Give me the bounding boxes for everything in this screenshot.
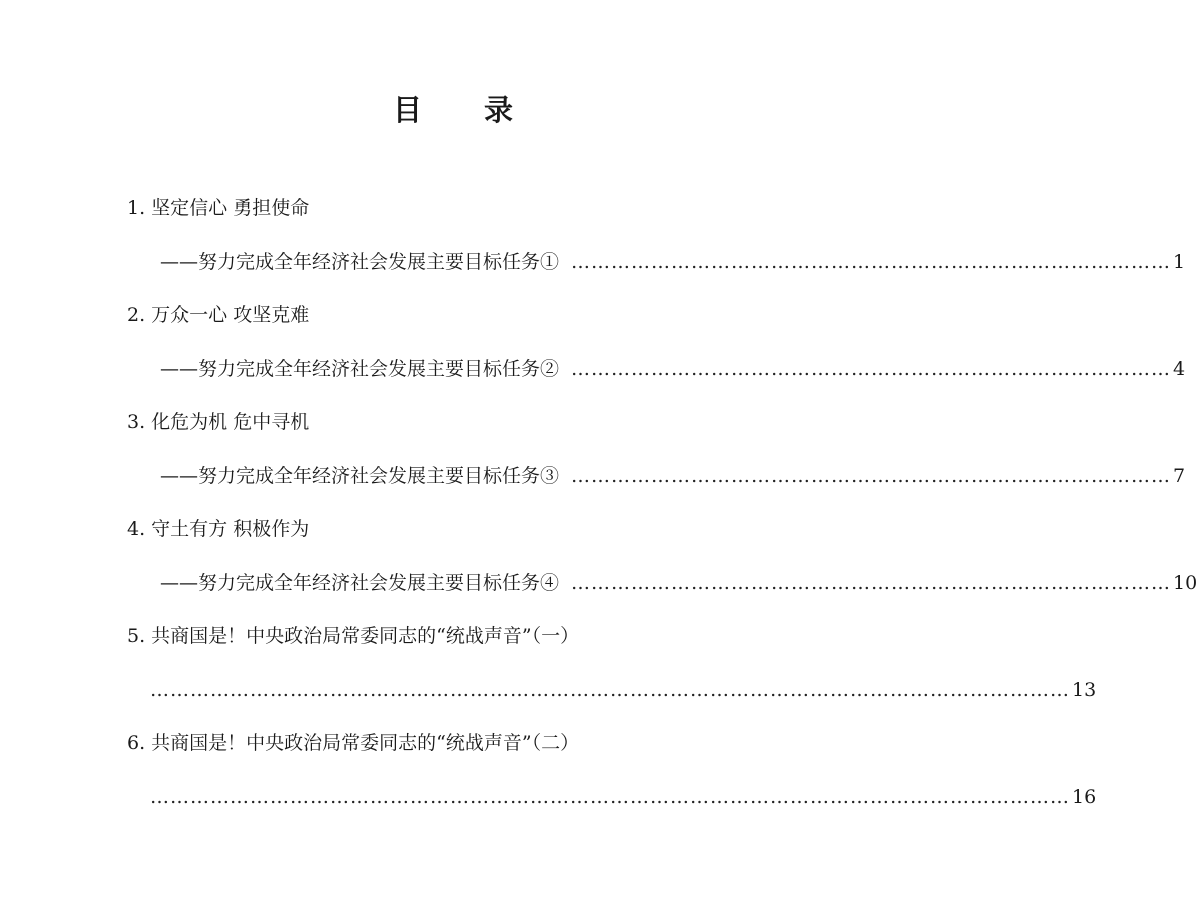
toc-page-number: 1 xyxy=(1173,251,1186,273)
toc-entry-subline[interactable] xyxy=(150,676,1097,704)
toc-entry-subtitle: ——努力完成全年经济社会发展主要目标任务④ xyxy=(160,572,560,594)
toc-page-number: 10 xyxy=(1173,572,1197,594)
toc-entry-subtitle: ——努力完成全年经济社会发展主要目标任务③ xyxy=(160,465,560,487)
toc-entry-title[interactable]: 4. 守土有方 积极作为 xyxy=(127,518,310,540)
toc-entry-subline[interactable] xyxy=(150,783,1097,811)
dot-leader: ………………………………………………………………………………………………………………………… xyxy=(150,786,1070,808)
toc-entry-subline[interactable] xyxy=(160,248,1186,276)
toc-entry-title[interactable]: 2. 万众一心 攻坚克难 xyxy=(127,304,310,326)
toc-page-number: 7 xyxy=(1173,465,1186,487)
toc-entry-title[interactable]: 1. 坚定信心 勇担使命 xyxy=(127,197,310,219)
toc-entry-subtitle: ——努力完成全年经济社会发展主要目标任务① xyxy=(160,251,560,273)
toc-entry-subline[interactable] xyxy=(160,355,1186,383)
toc-entry-title[interactable]: 6. 共商国是！中央政治局常委同志的“统战声音”（二） xyxy=(127,732,580,754)
dot-leader: ……………………………………………………………………………… xyxy=(571,358,1172,380)
toc-entry-subline[interactable] xyxy=(160,569,1197,597)
toc-page-number: 16 xyxy=(1072,786,1097,808)
dot-leader: ……………………………………………………………………………… xyxy=(571,251,1172,273)
toc-entry-subtitle: ——努力完成全年经济社会发展主要目标任务② xyxy=(160,358,560,380)
toc-entry-title[interactable]: 5. 共商国是！中央政治局常委同志的“统战声音”（一） xyxy=(127,625,580,647)
toc-entry-subline[interactable] xyxy=(160,462,1186,490)
dot-leader: ……………………………………………………………………………… xyxy=(571,572,1172,594)
toc-page-number: 4 xyxy=(1173,358,1186,380)
toc-page-number: 13 xyxy=(1072,679,1097,701)
toc-heading: 目 录 xyxy=(392,93,540,127)
dot-leader: ……………………………………………………………………………… xyxy=(571,465,1172,487)
dot-leader: ………………………………………………………………………………………………………………………… xyxy=(150,679,1070,701)
toc-entry-title[interactable]: 3. 化危为机 危中寻机 xyxy=(127,411,310,433)
